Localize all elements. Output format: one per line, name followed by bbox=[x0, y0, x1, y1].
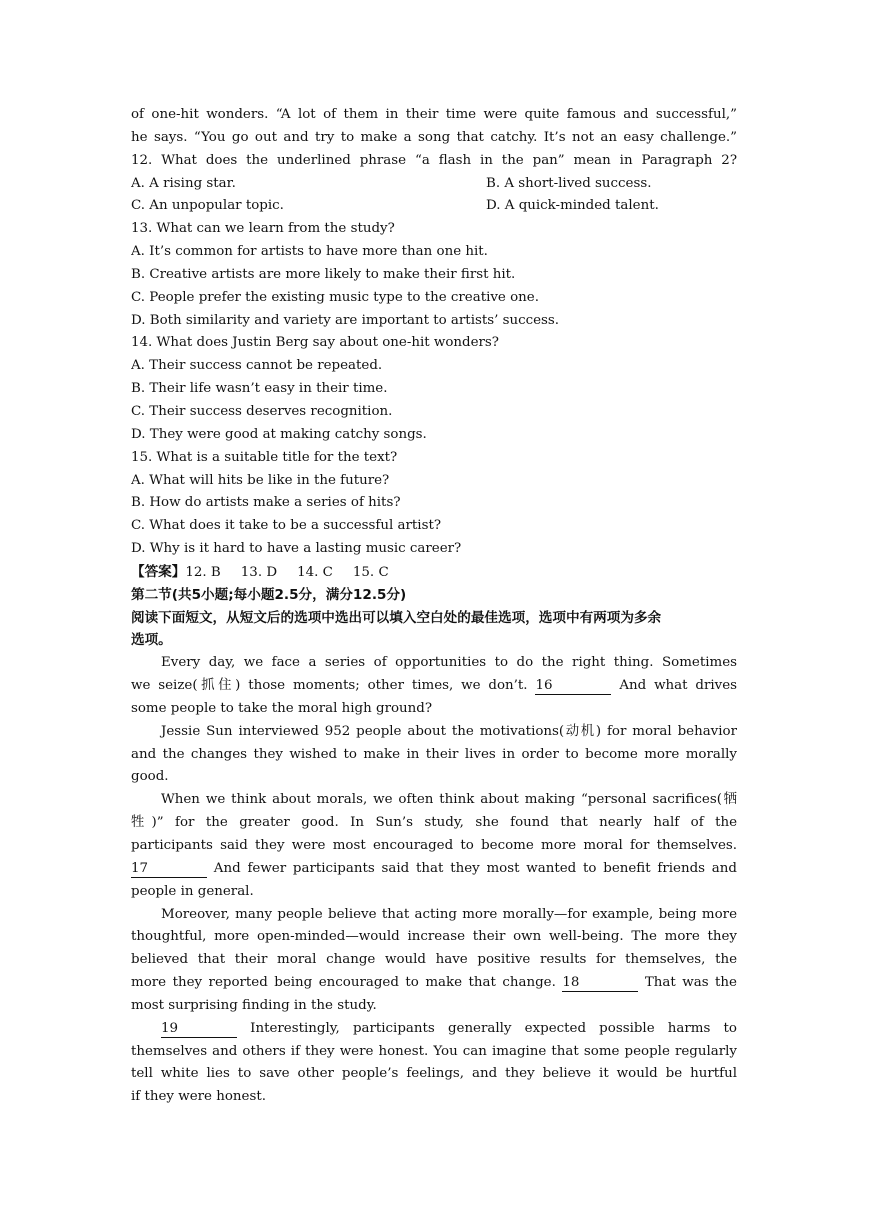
option-a: A. It’s common for artists to have more than one hit. bbox=[131, 244, 488, 260]
option-b: B. How do artists make a series of hits? bbox=[131, 495, 401, 511]
paragraph-line: Moreover, many people believe that acting more morally—for example, being more bbox=[161, 906, 737, 922]
paragraph-line: some people to take the moral high ground? bbox=[131, 700, 433, 716]
option-c: C. People prefer the existing music type to the creative one. bbox=[131, 289, 539, 305]
paragraph-line: good. bbox=[131, 769, 169, 785]
section-instruction: 选项。 bbox=[131, 632, 172, 649]
answer-12: 12. B bbox=[185, 564, 221, 580]
question-12-options-row bbox=[131, 195, 737, 218]
paragraph-line: When we think about morals, we often think about making “personal sacrifices(牺 bbox=[161, 792, 737, 808]
answer-label: 【答案】 bbox=[131, 563, 186, 580]
answer-13: 13. D bbox=[240, 564, 278, 580]
answer-14: 14. C bbox=[297, 564, 333, 580]
paragraph-line: thoughtful, more open-minded—would increase their own well-being. The more they bbox=[131, 929, 737, 945]
blank-19: 19 bbox=[161, 1021, 237, 1038]
question-15-stem: 15. What is a suitable title for the text? bbox=[131, 449, 398, 465]
text-span: That was the bbox=[644, 975, 737, 991]
option-a: A. What will hits be like in the future? bbox=[131, 472, 390, 488]
document-page bbox=[131, 104, 737, 1109]
section-instruction: 阅读下面短文，从短文后的选项中选出可以填入空白处的最佳选项，选项中有两项为多余 bbox=[131, 609, 662, 626]
option-d: D. A quick-minded talent. bbox=[486, 198, 659, 214]
question-14-stem: 14. What does Justin Berg say about one-hit wonders? bbox=[131, 335, 499, 351]
paragraph-line: people in general. bbox=[131, 883, 254, 899]
blank-18: 18 bbox=[562, 975, 638, 992]
question-12-stem: 12. What does the underlined phrase “a flash in the pan” mean in Paragraph 2? bbox=[131, 152, 737, 168]
blank-16: 16 bbox=[535, 678, 611, 695]
option-d: D. They were good at making catchy songs. bbox=[131, 426, 427, 442]
paragraph-line bbox=[131, 972, 737, 995]
option-a: A. A rising star. bbox=[131, 175, 236, 191]
passage-line: of one-hit wonders. “A lot of them in their time were quite famous and successful,” bbox=[131, 107, 737, 122]
section-heading: 第二节(共5小题;每小题2.5分，满分12.5分) bbox=[131, 586, 407, 603]
paragraph-line: believed that their moral change would have positive results for themselves, the bbox=[131, 952, 737, 968]
paragraph-line: 牲)” for the greater good. In Sun’s study, she found that nearly half of the bbox=[131, 815, 737, 831]
blank-17: 17 bbox=[131, 861, 207, 878]
paragraph-line: tell white lies to save other people’s feelings, and they believe it would be hurtful bbox=[131, 1066, 737, 1082]
option-c: C. Their success deserves recognition. bbox=[131, 403, 393, 419]
paragraph-line: Every day, we face a series of opportunities to do the right thing. Sometimes bbox=[161, 655, 737, 671]
paragraph-line: and the changes they wished to make in their lives in order to become more morally bbox=[131, 746, 737, 762]
option-b: B. Their life wasn’t easy in their time. bbox=[131, 381, 388, 397]
paragraph-line bbox=[131, 858, 737, 881]
option-d: D. Why is it hard to have a lasting music career? bbox=[131, 541, 462, 557]
question-12-options-row bbox=[131, 173, 737, 196]
option-c: C. An unpopular topic. bbox=[131, 198, 284, 214]
option-b: B. Creative artists are more likely to make their first hit. bbox=[131, 266, 516, 282]
option-b: B. A short-lived success. bbox=[486, 175, 652, 191]
paragraph-line: if they were honest. bbox=[131, 1089, 266, 1105]
paragraph-line: Jessie Sun interviewed 952 people about the motivations(动机) for moral behavior bbox=[161, 723, 737, 739]
paragraph-line: themselves and others if they were honest. You can imagine that some people regularly bbox=[131, 1043, 737, 1059]
answer-key bbox=[131, 561, 737, 584]
option-a: A. Their success cannot be repeated. bbox=[131, 358, 383, 374]
text-span: we seize(抓住) those moments; other times, we don’t. bbox=[131, 678, 528, 694]
option-c: C. What does it take to be a successful artist? bbox=[131, 518, 442, 534]
text-span: Interestingly, participants generally expected possible harms to bbox=[250, 1020, 737, 1036]
passage-line: he says. “You go out and try to make a song that catchy. It’s not an easy challenge.” bbox=[131, 129, 737, 145]
text-span: And fewer participants said that they most wanted to benefit friends and bbox=[213, 860, 737, 876]
text-span: And what drives bbox=[619, 678, 737, 694]
text-span: more they reported being encouraged to make that change. bbox=[131, 975, 556, 991]
question-13-stem: 13. What can we learn from the study? bbox=[131, 221, 395, 237]
paragraph-line bbox=[131, 675, 737, 698]
answer-15: 15. C bbox=[352, 564, 389, 580]
paragraph-line: participants said they were most encouraged to become more moral for themselves. bbox=[131, 838, 737, 853]
option-d: D. Both similarity and variety are important to artists’ success. bbox=[131, 312, 560, 328]
paragraph-line bbox=[131, 1018, 737, 1041]
paragraph-line: most surprising finding in the study. bbox=[131, 997, 377, 1013]
